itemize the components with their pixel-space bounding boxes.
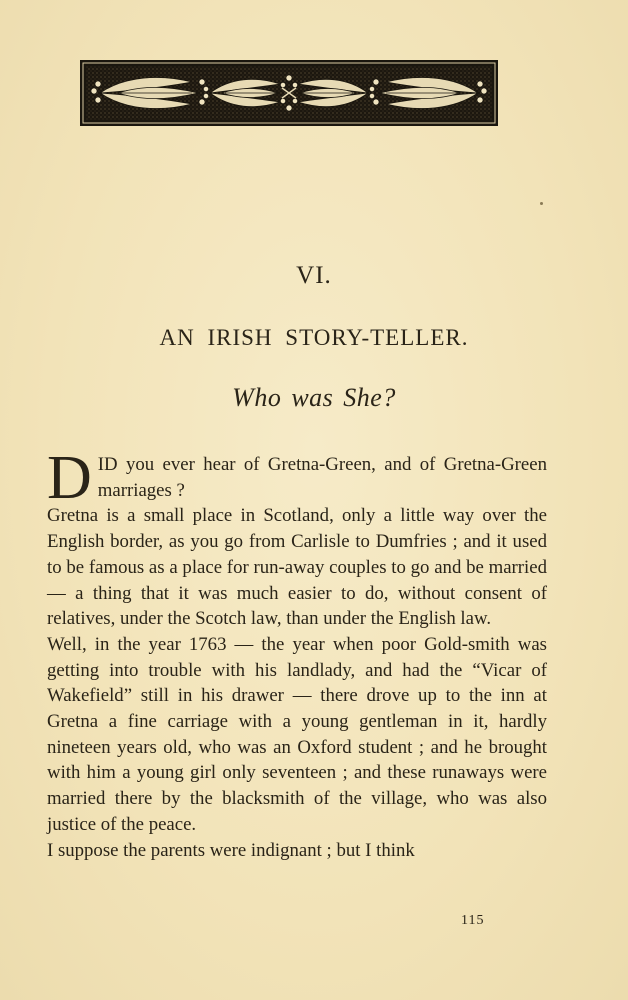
ornament-header-icon [80, 60, 498, 126]
paragraph-4: I suppose the parents were indignant ; but I think [47, 839, 415, 861]
body-text [47, 444, 547, 863]
paper-speck [540, 202, 543, 205]
paragraph-3: Well, in the year 1763 — the year when poor Gold-smith was getting into trouble with his landlady, and had the “Vicar of Wakefield” still in his drawer — there drove up to the inn at Gretna a fine carriage with a young gentleman in it, hardly nineteen years old, who was an Oxford student ; and he brought with him a young girl only seventeen ; and these runaways were married there by the blacksmith of the village, who was also justice of the peace. [47, 633, 547, 835]
chapter-number: VI. [296, 262, 332, 289]
paragraph-2: Gretna is a small place in Scotland, only a little way over the English border, as you go from Carlisle to Dumfries ; and it used to be famous as a place for run-away couples to go and be married — a thing that it was much easier to do, without consent of relatives, under the Scotch law, than under the English law. [47, 505, 547, 630]
chapter-subtitle: Who was She? [232, 383, 396, 412]
paragraph-1-text: ID you ever hear of Gretna-Green, and of Gretna-Green marriages ? [97, 454, 547, 501]
chapter-title: AN IRISH STORY-TELLER. [159, 325, 469, 350]
paragraph-1 [47, 444, 547, 512]
drop-cap: D [47, 444, 92, 512]
page-number: 115 [461, 913, 485, 928]
